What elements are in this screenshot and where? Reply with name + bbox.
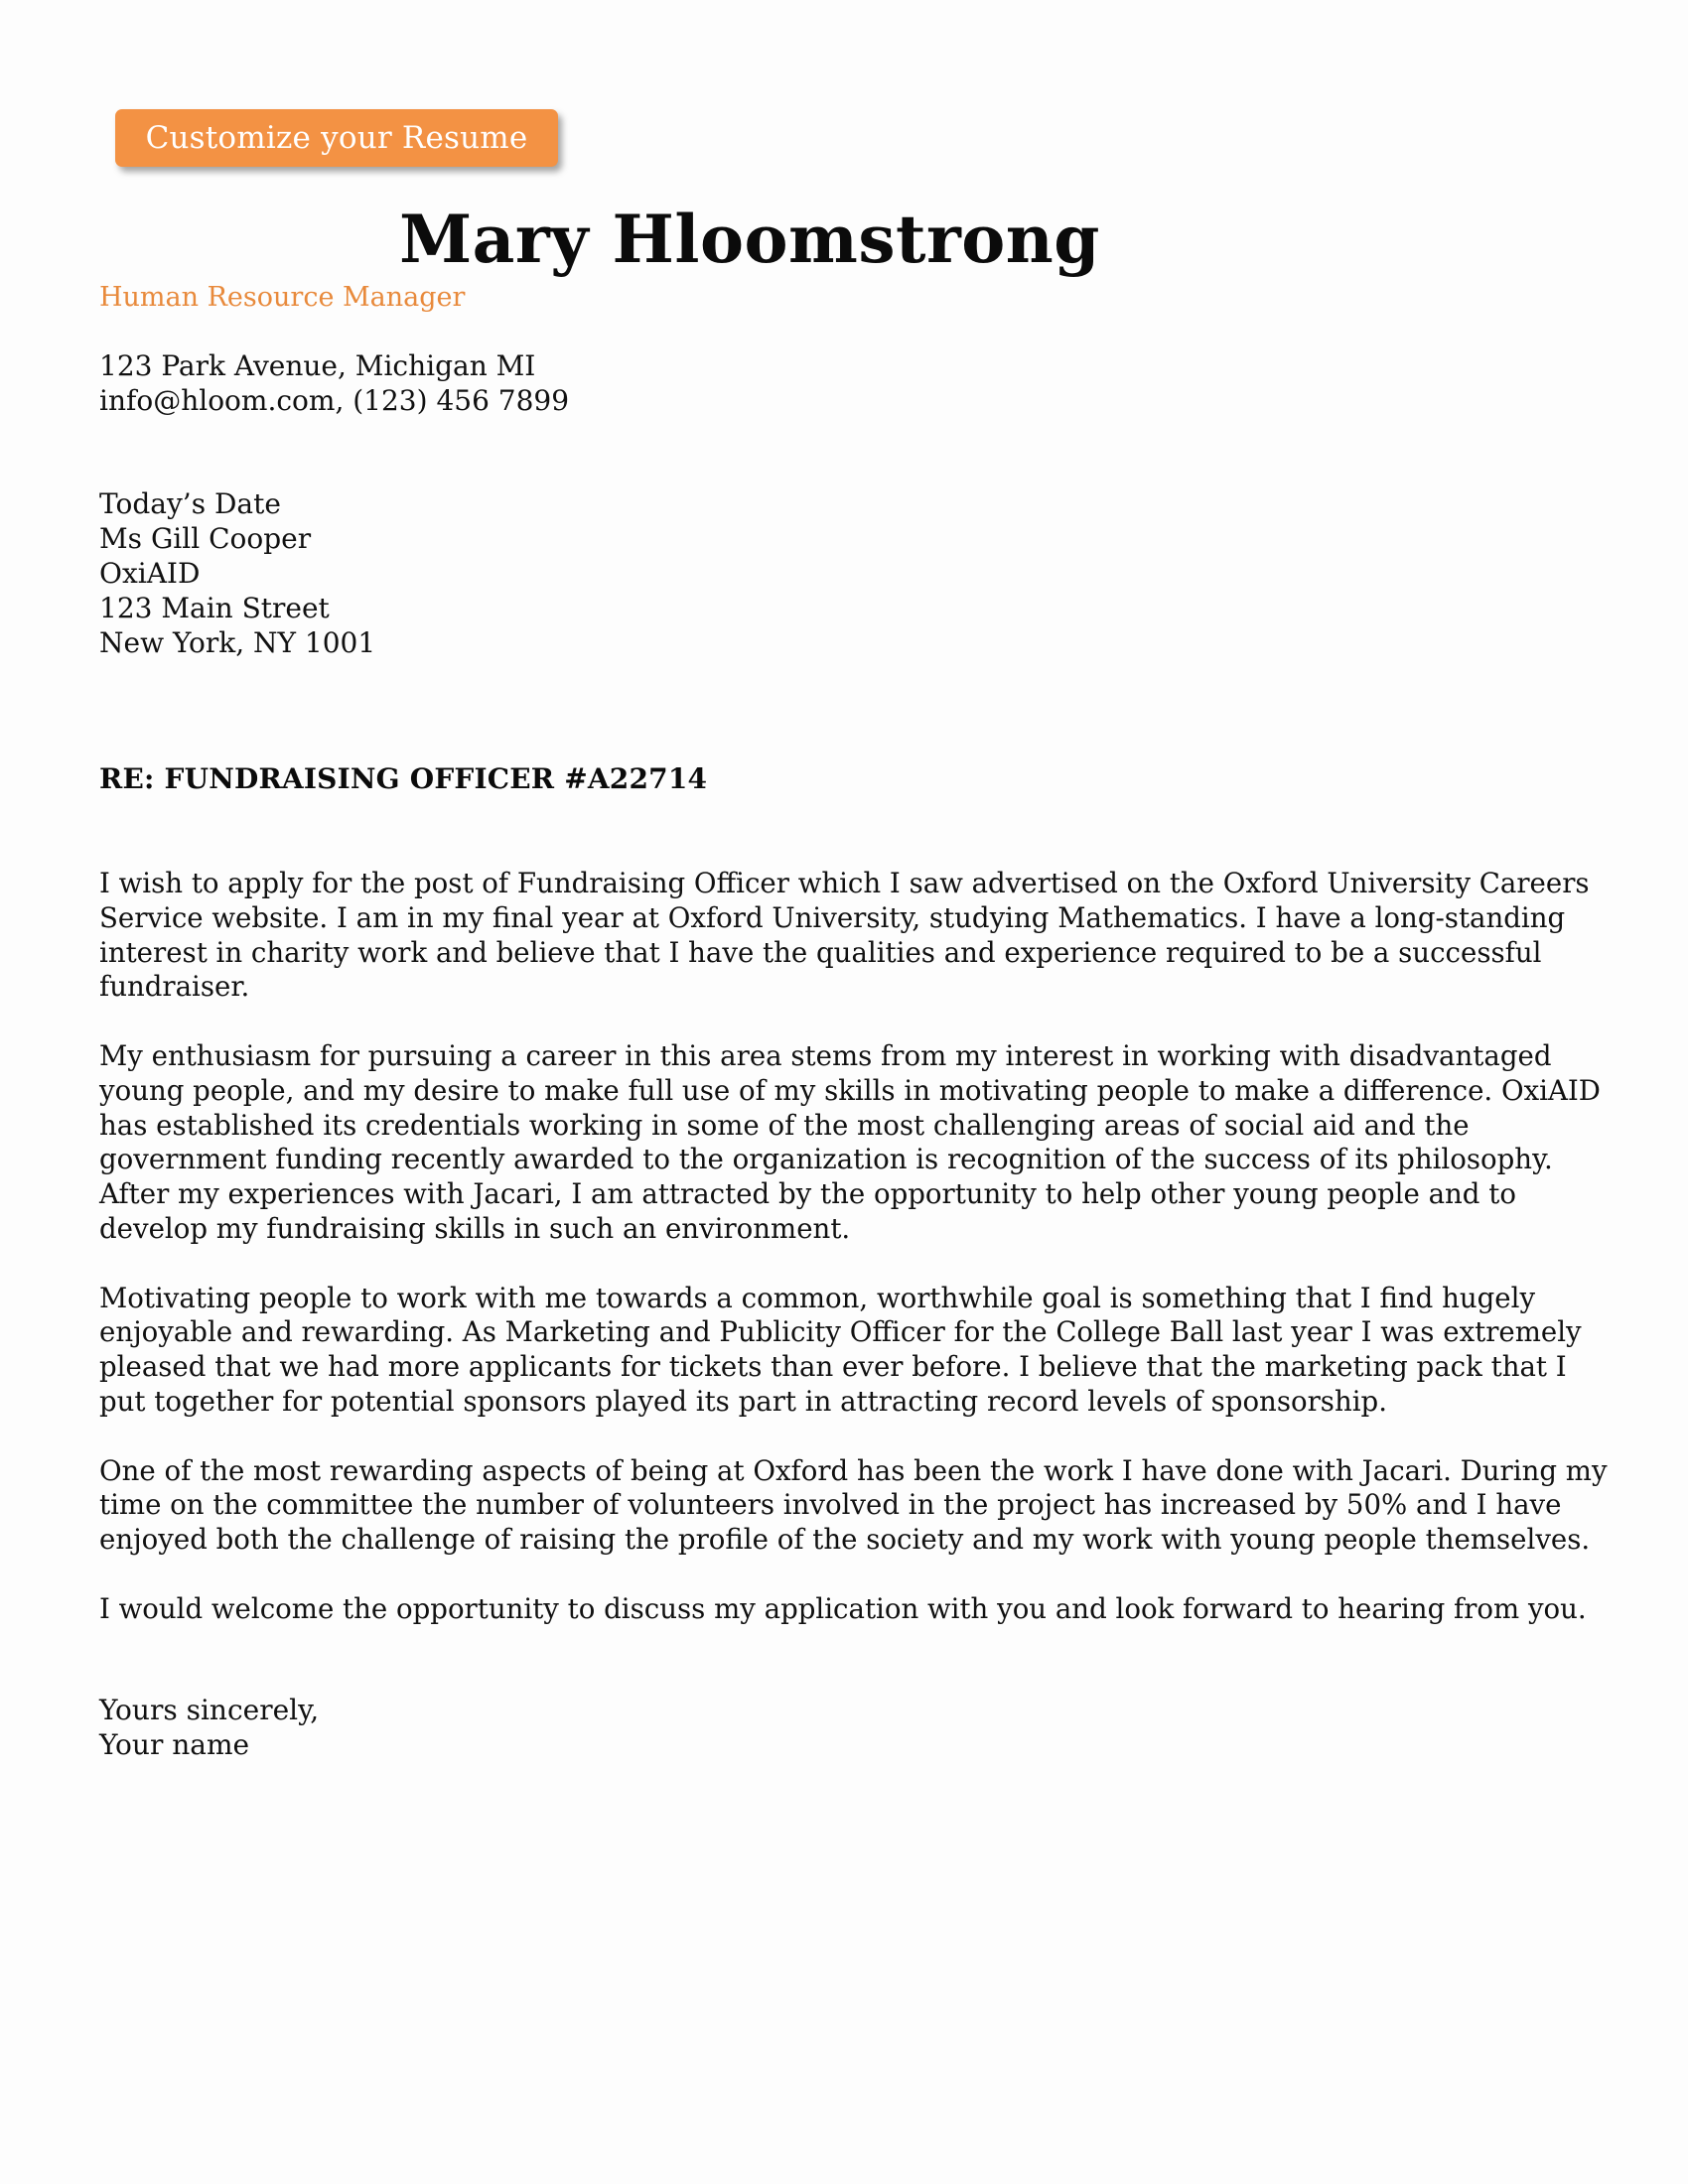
closing-block xyxy=(99,1693,319,1762)
body-paragraph: My enthusiasm for pursuing a career in this area stems from my interest in working with disadvantaged young people, and my desire to make full use of my skills in motivating people to make a difference. OxiAID has established its credentials working in some of the most challenging areas of social aid and the government funding recently awarded to the organization is recognition of the success of its philosophy. After my experiences with Jacari, I am attracted by the opportunity to help other young people and to develop my fundraising skills in such an environment. xyxy=(99,1038,1601,1245)
sender-contact-block xyxy=(99,348,569,418)
applicant-job-title: Human Resource Manager xyxy=(99,282,466,313)
closing-salutation: Yours sincerely, xyxy=(99,1694,320,1726)
body-paragraph: Motivating people to work with me towards a common, worthwhile goal is something that I find hugely enjoyable and rewarding. As Marketing and Publicity Officer for the College Ball last year I was extremely pleased that we had more applicants for tickets than ever before. I believe that the marketing pack that I put together for potential sponsors played its part in attracting record levels of sponsorship. xyxy=(99,1281,1582,1418)
subject-line: RE: FUNDRAISING OFFICER #A22714 xyxy=(99,762,708,795)
body-paragraph: I wish to apply for the post of Fundraising Officer which I saw advertised on the Oxford University Careers Service website. I am in my final year at Oxford University, studying Mathematics. I have a long-standing interest in charity work and believe that I have the qualities and experience required to be a successful fundraiser. xyxy=(99,867,1590,1004)
signature-name: Your name xyxy=(99,1728,250,1761)
body-paragraph: One of the most rewarding aspects of being at Oxford has been the work I have done with Jacari. During my time on the committee the number of volunteers involved in the project has increased by 50% and I have enjoyed both the challenge of raising the profile of the society and my work with young people themselves. xyxy=(99,1453,1608,1557)
recipient-block xyxy=(99,486,375,660)
letter-date: Today’s Date xyxy=(99,487,281,520)
recipient-company: OxiAID xyxy=(99,557,201,590)
recipient-city: New York, NY 1001 xyxy=(99,626,376,659)
letter-body xyxy=(99,867,1609,1661)
sender-address: 123 Park Avenue, Michigan MI xyxy=(99,349,536,382)
body-paragraph: I would welcome the opportunity to discuss my application with you and look forward to hearing from you. xyxy=(99,1591,1587,1625)
sender-email-phone: info@hloom.com, (123) 456 7899 xyxy=(99,384,570,417)
recipient-street: 123 Main Street xyxy=(99,592,330,624)
applicant-name: Mary Hloomstrong xyxy=(399,201,1100,278)
recipient-name: Ms Gill Cooper xyxy=(99,522,312,555)
customize-resume-button[interactable]: Customize your Resume xyxy=(115,109,558,167)
